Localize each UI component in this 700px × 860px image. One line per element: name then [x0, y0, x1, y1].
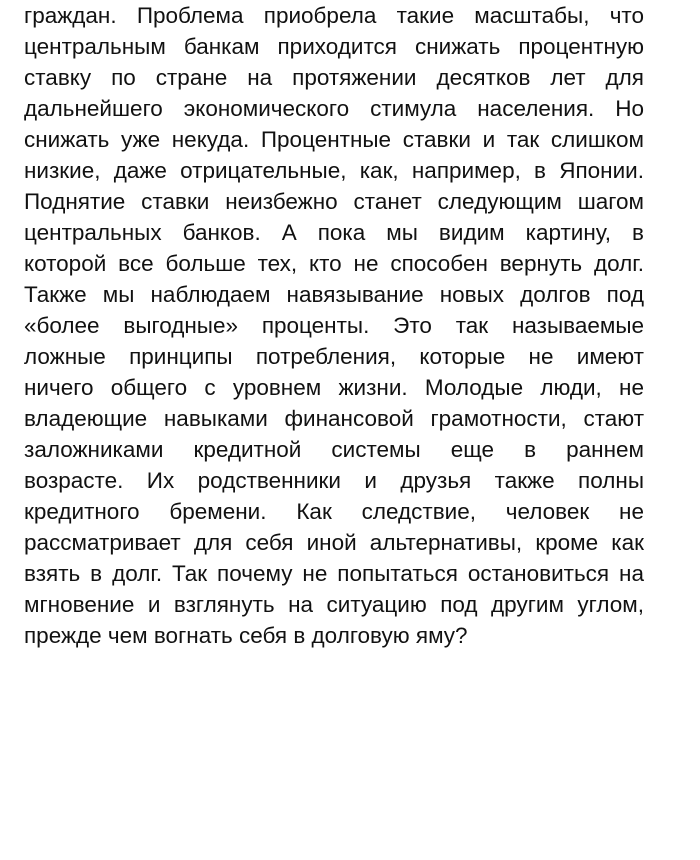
text-line: низкие, даже отрицательные, как, например, в Японии. — [24, 158, 644, 183]
text-line: дальнейшего экономического стимула населения. Но — [24, 96, 644, 121]
text-line: центральных банков. А пока мы видим картину, в — [24, 220, 644, 245]
text-line: ставку по стране на протяжении десятков лет для — [24, 65, 644, 90]
text-line: кредитного бремени. Как следствие, человек не — [24, 499, 644, 524]
text-line: рассматривает для себя иной альтернативы, кроме как — [24, 530, 644, 555]
text-line: мгновение и взглянуть на ситуацию под другим углом, — [24, 592, 644, 617]
text-line: снижать уже некуда. Процентные ставки и так слишком — [24, 127, 644, 152]
text-line: взять в долг. Так почему не попытаться остановиться на — [24, 561, 644, 586]
text-line: Также мы наблюдаем навязывание новых долгов под — [24, 282, 644, 307]
text-line-last: прежде чем вогнать себя в долговую яму? — [24, 623, 468, 648]
text-line: «более выгодные» проценты. Это так называемые — [24, 313, 644, 338]
text-line: возрасте. Их родственники и друзья также полны — [24, 468, 644, 493]
text-line: Поднятие ставки неизбежно станет следующим шагом — [24, 189, 644, 214]
text-line: центральным банкам приходится снижать процентную — [24, 34, 644, 59]
text-line: граждан. Проблема приобрела такие масштабы, что — [24, 3, 644, 28]
text-line: ложные принципы потребления, которые не имеют — [24, 344, 644, 369]
document-page — [24, 0, 644, 651]
text-line: владеющие навыками финансовой грамотности, стают — [24, 406, 644, 431]
text-line: которой все больше тех, кто не способен вернуть долг. — [24, 251, 644, 276]
text-line: заложниками кредитной системы еще в раннем — [24, 437, 644, 462]
paragraph — [24, 0, 644, 651]
text-line: ничего общего с уровнем жизни. Молодые люди, не — [24, 375, 644, 400]
